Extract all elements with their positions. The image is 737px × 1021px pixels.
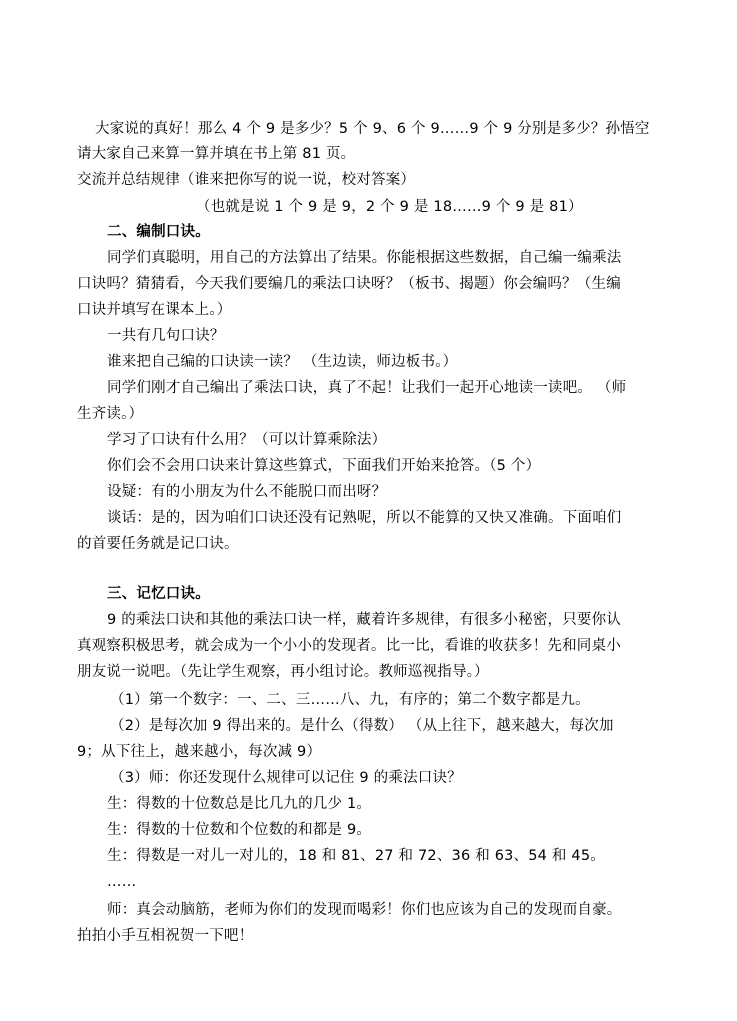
section-heading: 三、记忆口诀。 [107, 586, 210, 602]
paragraph-line: 同学们真聪明，用自己的方法算出了结果。你能根据这些数据，自己编一编乘法 [107, 250, 622, 266]
paragraph-line: 谁来把自己编的口诀读一读？ （生边读，师边板书。） [107, 354, 458, 370]
paragraph-line: （也就是说 1 个 9 是 9，2 个 9 是 18……9 个 9 是 81） [196, 199, 583, 215]
paragraph-line: （1）第一个数字：一、二、三……八、九，有序的；第二个数字都是九。 [110, 692, 590, 708]
paragraph-line: （3）师：你还发现什么规律可以记住 9 的乘法口诀？ [110, 770, 462, 786]
paragraph-line: 生：得数的十位数和个位数的和都是 9。 [107, 822, 372, 838]
paragraph-line: 同学们刚才自己编出了乘法口诀，真了不起！让我们一起开心地读一读吧。 （师 [107, 380, 627, 396]
paragraph-line: 的首要任务就是记口诀。 [77, 536, 239, 552]
paragraph-line: 9；从下往上，越来越小，每次减 9） [77, 744, 322, 760]
paragraph-line: 口诀并填写在课本上。） [77, 302, 232, 318]
paragraph-line: 设疑：有的小朋友为什么不能脱口而出呀？ [107, 484, 387, 500]
paragraph-line: 9 的乘法口诀和其他的乘法口诀一样，藏着许多规律，有很多小秘密，只要你认 [107, 612, 622, 628]
section-heading: 二、编制口诀。 [107, 224, 210, 240]
paragraph-line: 谈话：是的，因为咱们口诀还没有记熟呢，所以不能算的又快又准确。下面咱们 [107, 510, 622, 526]
paragraph-line: 请大家自己来算一算并填在书上第 81 页。 [77, 146, 356, 162]
paragraph-line: 生：得数的十位数总是比几九的几少 1。 [107, 796, 372, 812]
paragraph-line: 生：得数是一对儿一对儿的，18 和 81、27 和 72、36 和 63、54 和 45。 [107, 848, 605, 864]
paragraph-line: 真观察积极思考，就会成为一个小小的发现者。比一比，看谁的收获多！先和同桌小 [77, 638, 621, 654]
paragraph-line: 交流并总结规律（谁来把你写的说一说，校对答案） [77, 172, 416, 188]
paragraph-line: 口诀吗？猜猜看，今天我们要编几的乘法口诀呀？（板书、揭题）你会编吗？（生编 [77, 276, 621, 292]
paragraph-line: 师：真会动脑筋，老师为你们的发现而喝彩！你们也应该为自己的发现而自豪。 [107, 902, 622, 918]
paragraph-line: 拍拍小手互相祝贺一下吧！ [77, 928, 254, 944]
ellipsis-line: …… [107, 874, 137, 890]
paragraph-line: 你们会不会用口诀来计算这些算式，下面我们开始来抢答。（5 个） [107, 458, 541, 474]
paragraph-line: 学习了口诀有什么用？（可以计算乘除法） [107, 432, 387, 448]
paragraph-line: 生齐读。） [77, 406, 144, 422]
paragraph-line: 一共有几句口诀？ [107, 328, 225, 344]
paragraph-line: （2）是每次加 9 得出来的。是什么（得数） （从上往下，越来越大，每次加 [110, 718, 614, 734]
paragraph-line: 朋友说一说吧。（先让学生观察，再小组讨论。教师巡视指导。） [77, 664, 489, 680]
paragraph-line: 大家说的真好！那么 4 个 9 是多少？5 个 9、6 个 9……9 个 9 分别是多少？孙悟空 [95, 121, 650, 137]
